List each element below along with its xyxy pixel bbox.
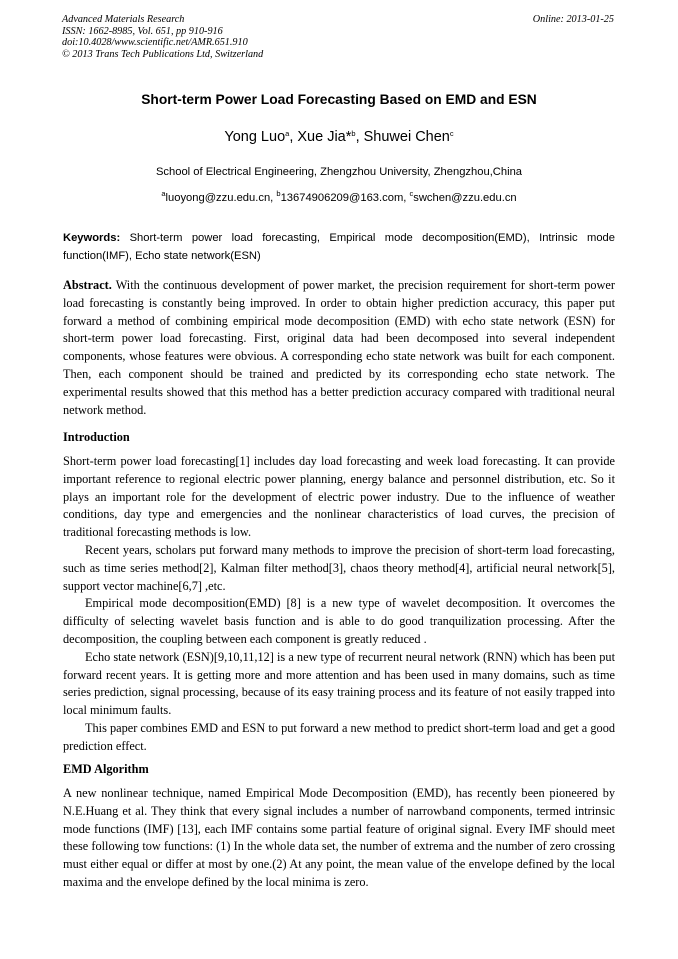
author-list (0, 129, 678, 145)
author-name: Yong Luo (224, 129, 286, 145)
author-sup: b (351, 129, 356, 138)
emd-section (63, 785, 615, 892)
keywords-text: Short-term power load forecasting, Empirical mode decomposition(EMD), Intrinsic mode function(IMF), Echo state network(ESN) (63, 232, 615, 262)
keywords-label: Keywords: (63, 232, 121, 244)
abstract-block (63, 277, 615, 419)
paragraph: Echo state network (ESN)[9,10,11,12] is a new type of recurrent neural network (RNN) which has been put forward recent years. It is getting more and more attention and has been used in many domains, such as time series prediction, signal processing, because of its easy training process and its feature of not easily trapped into local minimum faults. (63, 649, 615, 718)
author-sup: c (449, 129, 454, 138)
paragraph: Recent years, scholars put forward many methods to improve the precision of short-term load forecasting, such as time series method[2], Kalman filter method[3], chaos theory method[4], artificial neural network[5], support vector machine[6,7] ,etc. (63, 542, 615, 593)
paper-title: Short-term Power Load Forecasting Based on EMD and ESN (141, 92, 537, 107)
affiliation: School of Electrical Engineering, Zhengzhou University, Zhengzhou,China (155, 166, 523, 178)
journal-header (62, 14, 614, 60)
online-date: Online: 2013-01-25 (532, 14, 614, 25)
author-sup: a (285, 129, 290, 138)
introduction-section (63, 453, 615, 756)
doi-line: doi:10.4028/www.scientific.net/AMR.651.910 (62, 37, 248, 48)
paragraph: A new nonlinear technique, named Empirical Mode Decomposition (EMD), has recently been pioneered by N.E.Huang et al. They think that every signal includes a number of narrowband components, termed intrinsic mode functions (IMF) [13], each IMF contains some partial feature of original signal. Every IMF should meet these following tow functions: (1) In the whole data set, the number of extrema and the number of zero crossing must either equal or differ at most by one.(2) At any point, the mean value of the envelope defined by the local maxima and the envelope defined by the local minima is zero. (63, 786, 615, 889)
paragraph: Short-term power load forecasting[1] includes day load forecasting and week load forecasting. It can provide important reference to regional electric power planning, energy balance and personnel distribution, etc. So it plays an important role for the development of electric power industry. Due to the influence of weather conditions, day type and emergencies and the nonlinear characteristics of load curves, the precision of traditional forecasting methods is low. (63, 454, 615, 540)
email-sup: c (409, 189, 414, 198)
email-sep: , (403, 192, 410, 204)
copyright-line: © 2013 Trans Tech Publications Ltd, Switzerland (62, 48, 264, 60)
abstract-label: Abstract. (63, 278, 112, 292)
section-heading-introduction: Introduction (63, 430, 130, 444)
email-sup: a (161, 189, 166, 198)
email-address: 13674906209@163.com (280, 192, 404, 204)
email-sup: b (276, 189, 281, 198)
journal-name: Advanced Materials Research (62, 14, 185, 25)
section-heading-emd: EMD Algorithm (63, 762, 149, 776)
author-name: Shuwei Chen (363, 129, 450, 145)
paragraph: This paper combines EMD and ESN to put forward a new method to predict short-term load and get a good prediction effect. (63, 720, 615, 753)
abstract-text: With the continuous development of power market, the precision requirement for short-term power load forecasting is constantly being improved. In order to obtain higher prediction accuracy, this paper put forward a method of combining empirical mode decomposition (EMD) with echo state network (ESN) for short-term power load forecasting. First, original data had been decomposed into several independent components, whose features were obvious. A corresponding echo state network was built for each component. Then, each component should be trained and predicted by its corresponding echo state network. The experimental results showed that this method has a better prediction accuracy compared with traditional neural network method. (63, 278, 615, 417)
email-list (0, 189, 678, 204)
paragraph: Empirical mode decomposition(EMD) [8] is a new type of wavelet decomposition. It overcomes the difficulty of selecting wavelet basis function and is able to do good tranquilization processing. After the decomposition, the coupling between each component is greatly reduced . (63, 596, 615, 646)
author-sep: , (355, 129, 364, 145)
email-address: luoyong@zzu.edu.cn (165, 192, 271, 204)
keywords-block (63, 230, 615, 265)
email-address: swchen@zzu.edu.cn (413, 192, 517, 204)
author-sep: , (289, 129, 298, 145)
issn-line: ISSN: 1662-8985, Vol. 651, pp 910-916 (62, 25, 223, 37)
email-sep: , (270, 192, 277, 204)
author-name: Xue Jia* (297, 129, 352, 145)
